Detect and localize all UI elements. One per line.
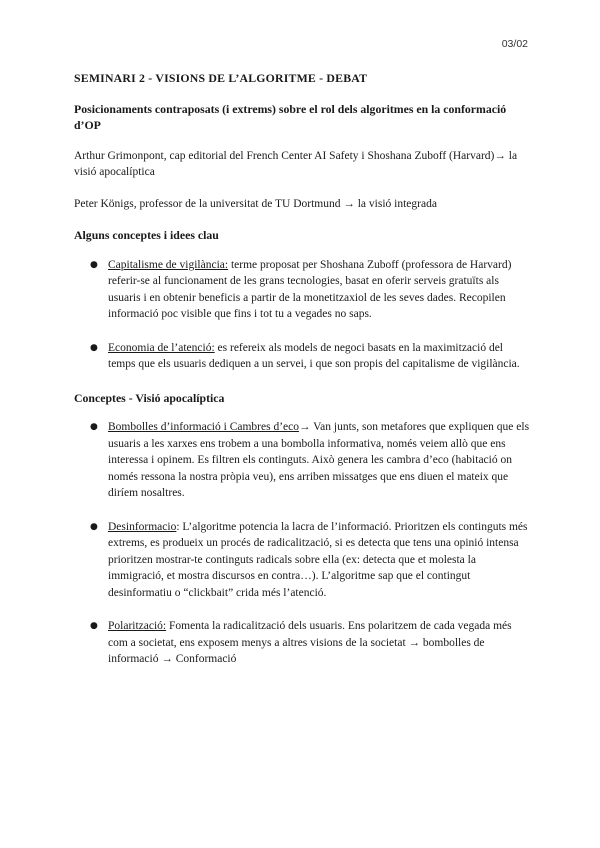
section-heading-key-concepts: Alguns conceptes i idees clau — [74, 228, 219, 242]
bullet-icon: ● — [90, 521, 98, 532]
bullet-icon: ● — [90, 342, 98, 353]
concept-text: Fomenta la radicalització dels usuaris. Ens polaritzem de cada vegada més com a societat, ens exposem menys a altres visions de la societat → bombolles de informació → Conformació — [108, 620, 512, 665]
document-body — [74, 70, 532, 685]
concept-term: Capitalisme de vigilància: — [108, 258, 229, 271]
paragraph-apocalyptic-view: Arthur Grimonpont, cap editorial del French Center AI Safety i Shoshana Zuboff (Harvard)→ la visió apocalíptica — [74, 149, 518, 178]
section-heading-apocalyptic-concepts: Conceptes - Visió apocalíptica — [74, 390, 225, 405]
concept-text: → Van junts, son metafores que expliquen que els usuaris a les xarxes ens trobem a una bombolla informativa, només veiem allò que ens interessa i opinem. Es filtren els continguts. Això genera les cambra d’eco (habitació on només ressona la nostra pròpia veu), ens arriben missatges que ens diuen el mateix que diríem nosaltres. — [108, 421, 530, 499]
bullet-icon: ● — [90, 259, 98, 270]
concept-term: Polarització: — [108, 620, 167, 632]
key-concepts-list — [74, 257, 532, 373]
concept-term: Economia de l’atenció: — [108, 341, 215, 354]
list-item — [74, 257, 532, 323]
document-subtitle: Posicionaments contraposats (i extrems) sobre el rol dels algoritmes en la conformació d’OP — [74, 101, 507, 132]
concept-text: es refereix als models de negoci basats en la maximització del temps que els usuaris dediquen a un servei, i que son propis del capitalisme de vigilància. — [108, 341, 520, 370]
list-item — [74, 618, 532, 668]
concept-term: Desinformacio — [108, 520, 177, 533]
apocalyptic-concepts-list — [74, 419, 532, 668]
list-item — [74, 519, 532, 602]
concept-term: Bombolles d’informació i Cambres d’eco — [108, 421, 299, 433]
bullet-icon: ● — [90, 422, 98, 432]
document-title: SEMINARI 2 - VISIONS DE L’ALGORITME - DEBAT — [74, 71, 368, 85]
concept-text: terme proposat per Shoshana Zuboff (professora de Harvard) referir-se al funcionament de les grans tecnologies, basat en oferir serveis gratuïts als usuaris i en obtenir beneficis a partir de la monetitzaxiol de les seves dades. Recopilen informació poc visible que fins i tot tu a vegades no saps. — [108, 258, 512, 320]
bullet-icon: ● — [90, 621, 98, 631]
paragraph-integrated-view: Peter Königs, professor de la universitat de TU Dortmund → la visió integrada — [74, 197, 437, 210]
list-item — [74, 340, 532, 373]
page-number: 03/02 — [501, 38, 528, 50]
list-item — [74, 419, 532, 502]
concept-text: : L’algoritme potencia la lacra de l’informació. Prioritzen els continguts més extrems, es produeix un procés de radicalització, si es detecta que tens una opinió intensa prioritzen mostrar-te continguts radicals sobre ella (ex: detecta que et molesta la immigració, et mostra discursos en contra…). L’algoritme sap que el contingut desinformatiu o “clickbait” crida més l’atenció. — [108, 520, 528, 599]
